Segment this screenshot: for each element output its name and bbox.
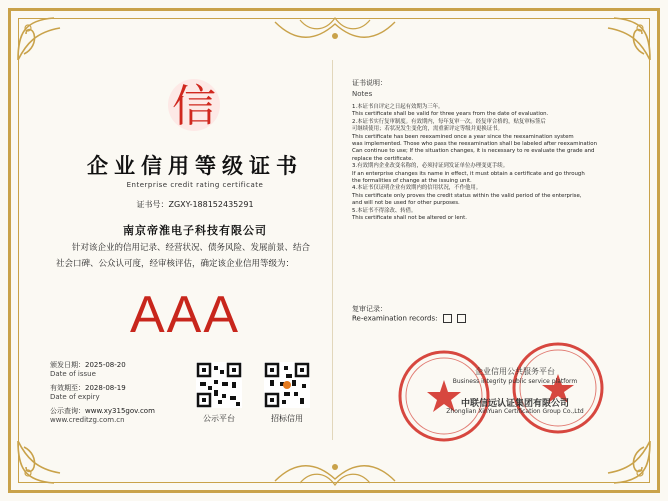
expiry-date (50, 384, 126, 402)
notes-line: was implemented. Those who pass the reexamination shall be labeled after reexamination (352, 141, 597, 148)
credit-logo-icon (162, 65, 226, 145)
query-label: 公示查询：www.xy315gov.com (50, 407, 155, 415)
notes-line: 可继续使用；若状况发生变化的，需重新评定等级并更换证书。 (352, 126, 503, 133)
notes-line: 2.本证书实行复审制度。有效期内，每年复审一次。经复审合格的，贴复审标签后 (352, 118, 546, 125)
logo-character: 信 (172, 81, 216, 132)
qr-label-platform: 公示平台 (203, 414, 235, 423)
issue-date-en: Date of issue (50, 370, 96, 378)
scroll-ornament-icon (270, 12, 400, 46)
issue-date (50, 361, 126, 379)
qr-label-tender: 招标信用 (271, 414, 303, 423)
notes-line: This certificate shall be valid for three years from the date of evaluation. (352, 111, 549, 118)
credit-rating: AAA (129, 286, 241, 344)
query-info (50, 407, 155, 425)
issuer-platform-en: Business integrity public service platform (452, 378, 578, 385)
corner-ornament-icon (594, 437, 654, 487)
notes-list (352, 104, 614, 223)
certificate-title: 企业信用等级证书 (87, 153, 303, 178)
notes-line: Can continue to use; If the situation changes, it is necessary to re evaluate the grade and (352, 148, 595, 155)
notes-line: 4.本证书仅证明企业有效期内的信用状况，不作他用。 (352, 185, 482, 192)
issuer-platform-cn: 企业信用公共服务平台 (475, 367, 555, 376)
reexam-label: Re-examination records: (352, 314, 438, 323)
reexam-records (352, 314, 466, 323)
corner-ornament-icon (14, 14, 74, 64)
company-name: 南京帝淮电子科技有限公司 (123, 224, 267, 237)
corner-ornament-icon (14, 437, 74, 487)
reexam-title: 复审记录： (352, 305, 387, 313)
notes-line: the formalities of change at the issuing unit. (352, 178, 472, 185)
center-divider (332, 60, 333, 440)
notes-line: replace the certificate. (352, 155, 414, 162)
notes-line: This certificate only proves the credit status within the valid period of the enterprise, (352, 192, 582, 199)
notes-title-cn: 证书说明： (352, 79, 387, 87)
notes-line: 5.本证书不得涂改、转借。 (352, 207, 417, 214)
notes-line: If an enterprise changes its name in effect, it must obtain a certificate and go through (352, 170, 585, 177)
expiry-date-en: Date of expiry (50, 393, 100, 401)
corner-ornament-icon (594, 14, 654, 64)
certificate-body: 针对该企业的信用记录、经营状况、债务风险、发展前景、结合社会口碑、公众认可度，经审核评估，确定该企业信用等级为： (56, 243, 311, 269)
notes-line: 3.有效期内企业改变名称的，必须持证到发证单位办理变更手续。 (352, 163, 509, 170)
issue-date-cn: 颁发日期：2025-08-20 (50, 361, 126, 369)
issuer-group-cn: 中联信远认证集团有限公司 (460, 399, 569, 409)
notes-line: and will not be used for other purposes. (352, 200, 460, 207)
website-link[interactable]: www.creditzg.com.cn (50, 416, 125, 424)
notes-line: This certificate has been reexamined once a year since the reexamination system (352, 133, 574, 140)
certificate-number: 证书号：ZGXY-188152435291 (136, 200, 254, 209)
reexam-checkbox[interactable] (443, 314, 452, 323)
group-seal-icon (510, 340, 606, 436)
reexam-checkbox[interactable] (457, 314, 466, 323)
notes-line: This certificate shall not be altered or lent. (352, 215, 467, 222)
notes-line: 1.本证书自评定之日起有效期为三年。 (352, 104, 444, 110)
issuer-group-en: Zhonglian XinYuan Certification Group Co.,Ltd (446, 408, 584, 415)
expiry-date-cn: 有效期至：2028-08-19 (50, 384, 126, 392)
notes-title-en: Notes (352, 90, 373, 98)
qr-code-icon[interactable] (264, 362, 310, 408)
certificate-subtitle: Enterprise credit rating certificate (126, 181, 264, 189)
qr-code-icon[interactable] (196, 362, 242, 408)
scroll-ornament-icon (270, 457, 400, 491)
